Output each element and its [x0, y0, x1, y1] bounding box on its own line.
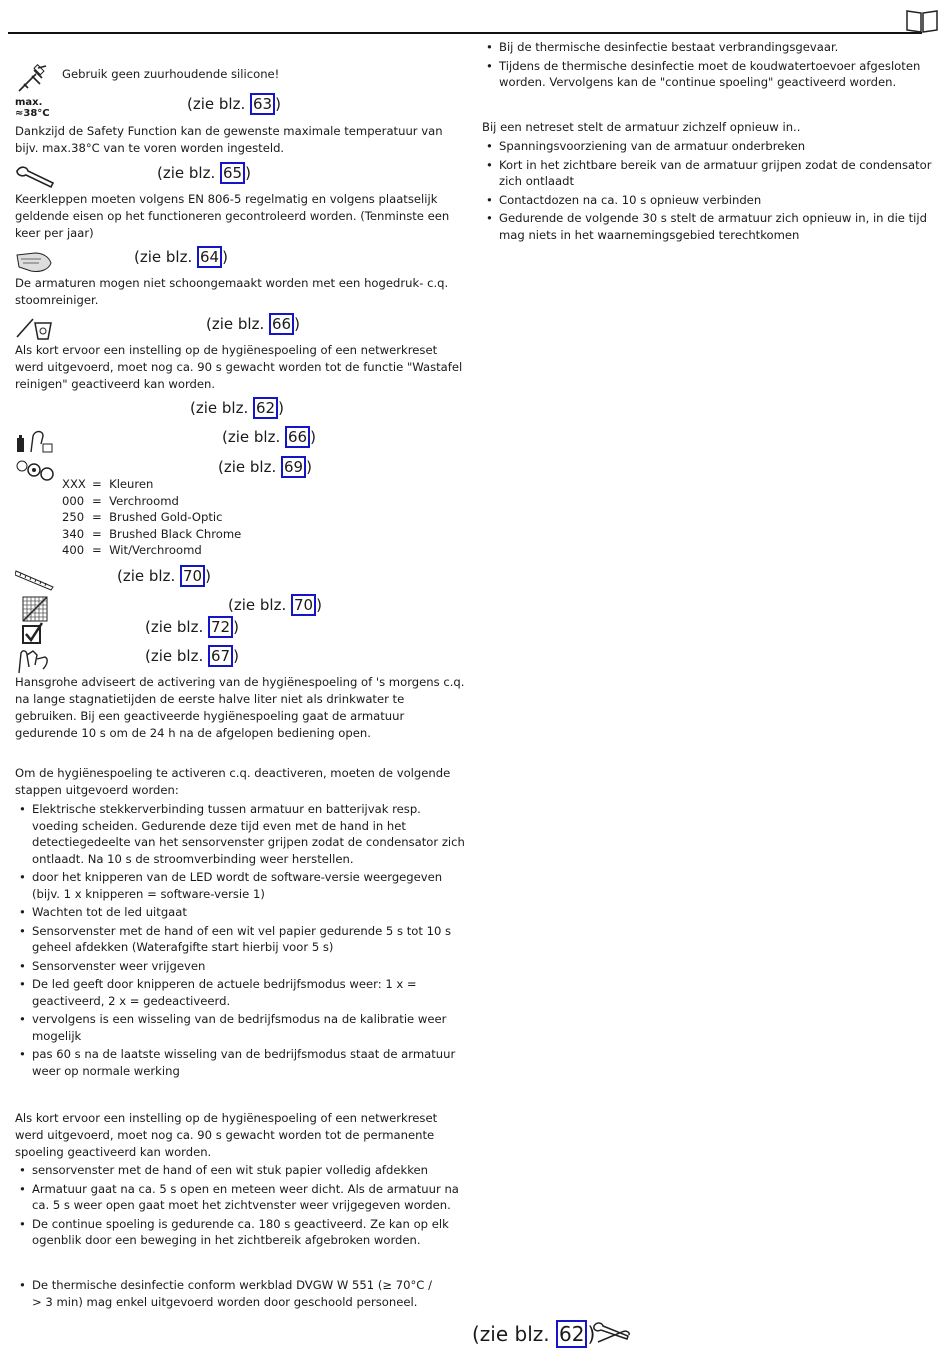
list-item: • Contactdozen na ca. 10 s opnieuw verbinden — [482, 192, 937, 209]
grid-pattern-icon — [22, 596, 48, 622]
list-item: • Sensorvenster weer vrijgeven — [15, 958, 470, 975]
page-ref-69[interactable]: (zie blz. 69 ) — [218, 458, 312, 476]
page-ref-65[interactable]: (zie blz. 65 ) — [157, 164, 251, 182]
wrench-icon — [15, 163, 57, 189]
page-ref-72[interactable]: (zie blz. 72 ) — [145, 618, 239, 636]
netreset-intro: Bij een netreset stelt de armatuur zichzelf opnieuw in.. — [482, 120, 801, 134]
color-code-row: 250 = Brushed Gold-Optic — [62, 510, 223, 525]
list-item: • Elektrische stekkerverbinding tussen armatuur en batterijvak resp. voeding scheiden. Gedurende deze tijd even met de hand in het detectiegedeelte van het sensorvenster grijpen zodat de condensator zich ontlaadt. Na 10 s de stroomverbinding weer herstellen. — [15, 801, 470, 867]
cleaning-hand-icon — [15, 245, 55, 275]
color-code-row: 400 = Wit/Verchroomd — [62, 543, 202, 558]
list-item: • Gedurende de volgende 30 s stelt de armatuur zich opnieuw in, in die tijd mag niets in het waarnemingsgebied terechtkomen — [482, 210, 937, 243]
tools-icon — [592, 1320, 632, 1346]
permanente-spoeling-intro: Als kort ervoor een instelling op de hygiënespoeling of een netwerkreset werd uitgevoerd, moet nog ca. 90 s gewacht worden tot de permanente spoeling geactiveerd kan worden. — [15, 1111, 438, 1159]
open-book-icon — [905, 8, 939, 34]
permanente-spoeling-steps — [15, 1162, 460, 1251]
list-item: • Tijdens de thermische desinfectie moet de koudwatertoevoer afgesloten worden. Vervolgens kan de "continue spoeling" geactiveerd worden. — [482, 58, 932, 91]
color-code-row: XXX = Kleuren — [62, 477, 154, 491]
page-ref-63[interactable]: (zie blz. 63 ) — [187, 95, 281, 113]
silicone-gun-icon — [16, 64, 50, 94]
header-rule — [8, 32, 922, 34]
color-code-row: 340 = Brushed Black Chrome — [62, 526, 242, 541]
activeren-steps — [15, 801, 470, 1081]
page-ref-64[interactable]: (zie blz. 64 ) — [134, 248, 228, 266]
list-item: • vervolgens is een wisseling van de bedrijfsmodus na de kalibratie weer mogelijk — [15, 1011, 470, 1044]
color-parts-icon — [15, 458, 55, 484]
hogedruk-text: De armaturen mogen niet schoongemaakt worden met een hogedruk- c.q. stoomreiniger. — [15, 276, 449, 307]
list-item: • De led geeft door knipperen de actuele bedrijfsmodus weer: 1 x = geactiveerd, 2 x = gedeactiveerd. — [15, 976, 470, 1009]
page-ref-66-b[interactable]: (zie blz. 66 ) — [222, 428, 316, 446]
list-item: • sensorvenster met de hand of een wit stuk papier volledig afdekken — [15, 1162, 460, 1179]
hand-sensor-icon — [15, 647, 51, 675]
max-temp-top: max. — [15, 97, 43, 108]
page-ref-70-a[interactable]: (zie blz. 70 ) — [117, 567, 211, 585]
wastafel-reinigen-text: Als kort ervoor een instelling op de hygiënespoeling of een netwerkreset werd uitgevoerd, moet nog ca. 90 s gewacht worden tot de functie "Wastafel reinigen" geactiveerd kan worden. — [15, 343, 463, 391]
list-item: • De continue spoeling is gedurende ca. 180 s geactiveerd. Ze kan op elk ogenblik door een beweging in het zichtbereik afgebroken worden. — [15, 1216, 460, 1249]
list-item: • pas 60 s na de laatste wisseling van de bedrijfsmodus staat de armatuur weer op normale werking — [15, 1046, 470, 1079]
page-ref-62-b[interactable]: (zie blz. 62 ) — [472, 1322, 596, 1346]
thermische-desinfectie-warnings — [482, 39, 932, 93]
list-item: • Sensorvenster met de hand of een wit vel papier gedurende 5 s tot 10 s geheel afdekken (Waterafgifte start hierbij voor 5 s) — [15, 923, 470, 956]
max-temp-icon — [15, 97, 50, 119]
page-ref-66-a[interactable]: (zie blz. 66 ) — [206, 315, 300, 333]
silicone-warning: Gebruik geen zuurhoudende silicone! — [62, 67, 280, 81]
color-code-list — [62, 476, 241, 559]
bucket-icon — [15, 313, 55, 341]
list-item: • Kort in het zichtbare bereik van de armatuur grijpen zodat de condensator zich ontlaadt — [482, 157, 937, 190]
list-item: • Spanningsvoorziening van de armatuur onderbreken — [482, 138, 937, 155]
list-item: • door het knipperen van de LED wordt de software-versie weergegeven (bijv. 1 x knipperen = software-versie 1) — [15, 869, 470, 902]
page-ref-67[interactable]: (zie blz. 67 ) — [145, 647, 239, 665]
activeren-intro: Om de hygiënespoeling te activeren c.q. deactiveren, moeten de volgende stappen uitgevoerd worden: — [15, 766, 451, 797]
list-item: • Bij de thermische desinfectie bestaat verbrandingsgevaar. — [482, 39, 932, 56]
hansgrohe-advice: Hansgrohe adviseert de activering van de hygiënespoeling of 's morgens c.q. na lange stagnatietijden de eerste halve liter niet als drinkwater te gebruiken. Bij een geactiveerde hygiënespoeling gaat de armatuur gedurende 10 s om de 24 h na de afgelopen bediening open. — [15, 675, 465, 740]
list-item: • Armatuur gaat na ca. 5 s open en meteen weer dicht. Als de armatuur na ca. 5 s weer open gaat moet het zichtvenster weer vrijgegeven worden. — [15, 1181, 460, 1214]
page-ref-62-a[interactable]: (zie blz. 62 ) — [190, 399, 284, 417]
list-item: • De thermische desinfectie conform werkblad DVGW W 551 (≥ 70°C / > 3 min) mag enkel uitgevoerd worden door geschoold personeel. — [15, 1277, 445, 1310]
checkbox-icon — [22, 622, 44, 644]
safety-function-text: Dankzijd de Safety Function kan de gewenste maximale temperatuur van bijv. max.38°C van te voren worden ingesteld. — [15, 124, 443, 155]
keerkleppen-text: Keerkleppen moeten volgens EN 806-5 regelmatig en volgens plaatselijk geldende eisen op het functioneren gecontroleerd worden. (Tenminste een keer per jaar) — [15, 192, 450, 240]
battery-sensor-icon — [15, 428, 55, 456]
color-code-row: 000 = Verchroomd — [62, 493, 179, 508]
max-temp-bottom: ≈38°C — [15, 108, 50, 119]
netreset-steps — [482, 138, 937, 245]
ruler-icon — [15, 567, 55, 591]
thermische-desinfectie-steps — [15, 1277, 445, 1312]
page-ref-70-b[interactable]: (zie blz. 70 ) — [228, 596, 322, 614]
list-item: • Wachten tot de led uitgaat — [15, 904, 470, 921]
